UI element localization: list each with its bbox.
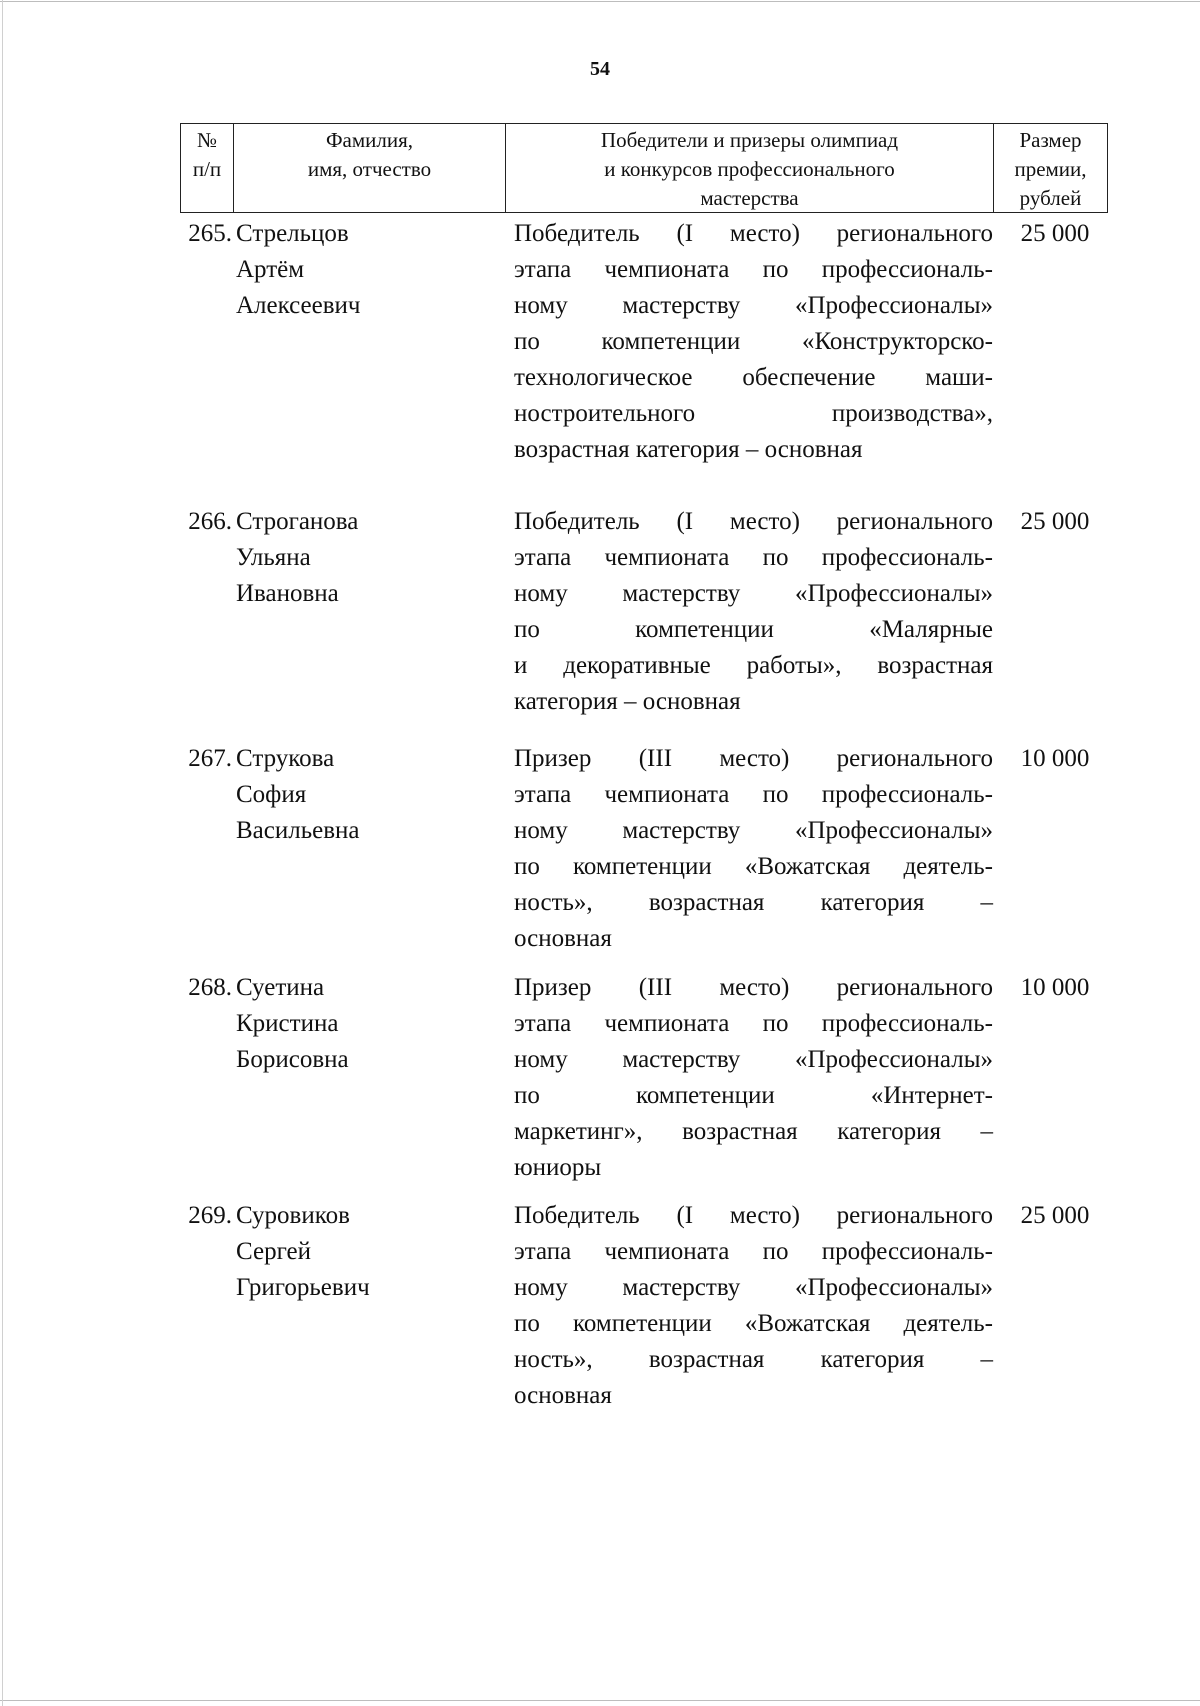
row-number: 269. — [188, 1202, 232, 1229]
description-line: ность», возрастная категория – — [514, 1346, 993, 1373]
table-row — [180, 216, 1108, 504]
patronymic: Григорьевич — [236, 1274, 370, 1301]
description-line: этапа чемпионата по профессиональ- — [514, 781, 993, 808]
patronymic: Борисовна — [236, 1046, 349, 1073]
first-name: Артём — [236, 256, 305, 283]
header-amount-line: рублей — [1019, 186, 1082, 210]
patronymic: Ивановна — [236, 580, 339, 607]
row-amount: 10 000 — [1020, 974, 1090, 1001]
first-name: София — [236, 781, 307, 808]
description-line: основная — [514, 925, 612, 952]
description-line: этапа чемпионата по профессиональ- — [514, 1238, 993, 1265]
row-description — [514, 1198, 993, 1428]
description-line: этапа чемпионата по профессиональ- — [514, 256, 993, 283]
row-amount: 10 000 — [1020, 745, 1090, 772]
table-row — [180, 741, 1108, 970]
row-description — [514, 504, 993, 741]
surname: Стрельцов — [236, 220, 349, 247]
header-description — [506, 124, 994, 212]
row-amount: 25 000 — [1020, 220, 1090, 247]
description-line: Победитель (I место) регионального — [514, 508, 993, 535]
first-name: Кристина — [236, 1010, 339, 1037]
table-row — [180, 504, 1108, 741]
description-line: категория – основная — [514, 688, 741, 715]
description-line: по компетенции «Малярные — [514, 616, 993, 643]
first-name: Ульяна — [236, 544, 311, 571]
first-name: Сергей — [236, 1238, 311, 1265]
row-description — [514, 970, 993, 1198]
description-line: Победитель (I место) регионального — [514, 1202, 993, 1229]
description-line: Призер (III место) регионального — [514, 974, 993, 1001]
table-body — [180, 216, 1108, 1428]
table-row — [180, 970, 1108, 1198]
page-number: 54 — [590, 58, 610, 80]
description-line: технологическое обеспечение маши- — [514, 364, 993, 391]
header-description-line: и конкурсов профессионального — [604, 157, 895, 181]
row-number: 266. — [188, 508, 232, 535]
scan-edge-bottom — [0, 1700, 1200, 1701]
description-line: и декоративные работы», возрастная — [514, 652, 993, 679]
surname: Суетина — [236, 974, 325, 1001]
description-line: ному мастерству «Профессионалы» — [514, 817, 993, 844]
scan-edge-top — [0, 1, 1200, 2]
row-number: 268. — [188, 974, 232, 1001]
surname: Струкова — [236, 745, 335, 772]
description-line: ность», возрастная категория – — [514, 889, 993, 916]
header-amount-line: Размер — [1019, 128, 1082, 152]
header-description-line: мастерства — [700, 186, 799, 210]
header-description-line: Победители и призеры олимпиад — [600, 128, 899, 152]
description-line: возрастная категория – основная — [514, 436, 863, 463]
row-name — [236, 970, 509, 1198]
row-name — [236, 216, 509, 504]
header-name-line: Фамилия, — [325, 128, 414, 152]
header-num-line: п/п — [192, 157, 222, 181]
row-name — [236, 741, 509, 970]
header-name-line: имя, отчество — [307, 157, 432, 181]
row-description — [514, 741, 993, 970]
scan-edge-left — [2, 0, 3, 1706]
row-number: 267. — [188, 745, 232, 772]
header-amount-line: премии, — [1014, 157, 1087, 181]
row-amount: 25 000 — [1020, 1202, 1090, 1229]
description-line: ному мастерству «Профессионалы» — [514, 1274, 993, 1301]
patronymic: Алексеевич — [236, 292, 361, 319]
description-line: ному мастерству «Профессионалы» — [514, 1046, 993, 1073]
header-name — [234, 124, 506, 212]
row-amount: 25 000 — [1020, 508, 1090, 535]
description-line: по компетенции «Интернет- — [514, 1082, 993, 1109]
description-line: ному мастерству «Профессионалы» — [514, 292, 993, 319]
row-number: 265. — [188, 220, 232, 247]
description-line: этапа чемпионата по профессиональ- — [514, 1010, 993, 1037]
description-line: по компетенции «Вожатская деятель- — [514, 1310, 993, 1337]
description-line: Призер (III место) регионального — [514, 745, 993, 772]
surname: Строганова — [236, 508, 359, 535]
header-num-line: № — [196, 128, 218, 152]
description-line: ностроительного производства», — [514, 400, 993, 427]
table-header — [180, 123, 1108, 213]
row-description — [514, 216, 993, 504]
description-line: по компетенции «Конструкторско- — [514, 328, 993, 355]
header-num — [181, 124, 234, 212]
description-line: этапа чемпионата по профессиональ- — [514, 544, 993, 571]
surname: Суровиков — [236, 1202, 350, 1229]
description-line: основная — [514, 1382, 612, 1409]
header-amount — [994, 124, 1107, 212]
description-line: ному мастерству «Профессионалы» — [514, 580, 993, 607]
row-name — [236, 1198, 509, 1428]
description-line: юниоры — [514, 1154, 602, 1181]
description-line: маркетинг», возрастная категория – — [514, 1118, 993, 1145]
table-row — [180, 1198, 1108, 1428]
patronymic: Васильевна — [236, 817, 360, 844]
row-name — [236, 504, 509, 741]
description-line: по компетенции «Вожатская деятель- — [514, 853, 993, 880]
description-line: Победитель (I место) регионального — [514, 220, 993, 247]
